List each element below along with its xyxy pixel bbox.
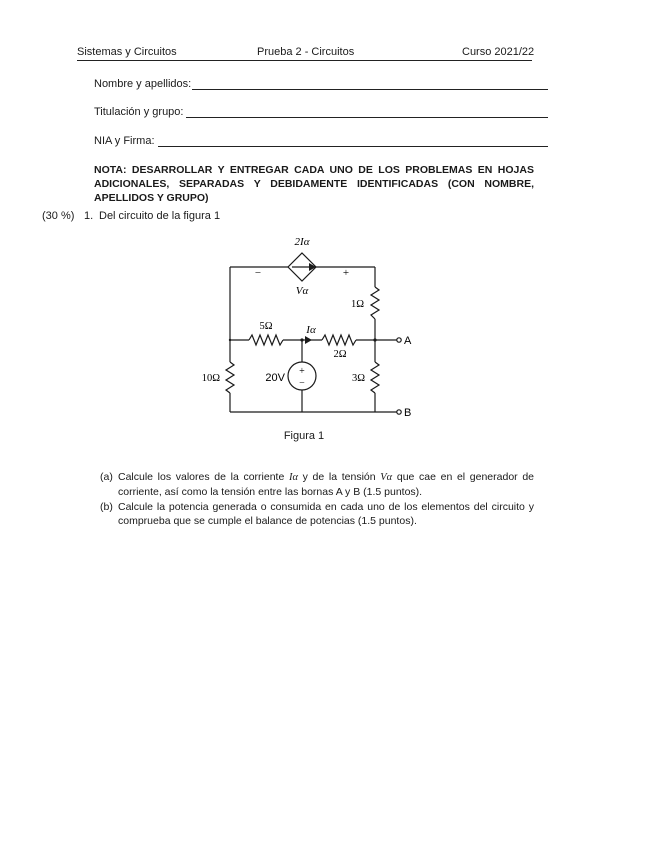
source-minus-sign: −	[254, 267, 262, 279]
question-b	[100, 500, 534, 528]
node-mid	[300, 338, 303, 341]
node-left	[229, 339, 231, 341]
header-year: Curso 2021/22	[462, 46, 535, 58]
terminal-a	[397, 338, 401, 342]
name-label: Nombre y apellidos:	[94, 78, 192, 90]
source-label: 2Iα	[294, 236, 310, 248]
node-right	[373, 338, 376, 341]
header-title: Prueba 2 - Circuitos	[257, 46, 355, 58]
vsense-label: Vα	[295, 285, 309, 297]
question-a	[100, 470, 534, 499]
current-symbol: Iα	[288, 472, 298, 483]
resistor-2ohm	[322, 335, 356, 345]
problem-number: 1.	[84, 210, 94, 222]
question-b-label: (b)	[100, 501, 113, 513]
r1-label: 1Ω	[350, 299, 364, 310]
resistor-5ohm	[249, 335, 283, 345]
r10-label: 10Ω	[201, 373, 220, 384]
instructions-note: NOTA: DESARROLLAR Y ENTREGAR CADA UNO DE LOS PROBLEMAS EN HOJAS ADICIONALES, SEPARADAS Y DEBIDAMENTE IDENTIFICADAS (CON NOMBRE, APELLIDOS Y GRUPO)	[94, 164, 534, 204]
vsrc-minus: −	[299, 378, 305, 389]
degree-label: Titulación y grupo:	[94, 106, 184, 118]
vsrc-label: 20V	[265, 372, 285, 384]
node-a-label: A	[404, 335, 412, 347]
current-arrow-head	[305, 336, 312, 344]
current-label: Iα	[306, 324, 316, 336]
r3-label: 3Ω	[351, 373, 365, 384]
figure-caption: Figura 1	[283, 430, 325, 442]
header-course: Sistemas y Circuitos	[77, 46, 177, 58]
question-b-text: Calcule la potencia generada o consumida en cada uno de los elementos del circuito y comprueba que se cumple el balance de potencias (1.5 puntos).	[118, 501, 534, 527]
problem-weight: (30 %)	[42, 210, 75, 222]
question-a-text: Calcule los valores de la corriente Iα y de la tensión Vα que cae en el generador de corriente, así como la tensión entre las bornas A y B (1.5 puntos).	[118, 471, 535, 498]
resistor-10ohm	[226, 362, 234, 393]
resistor-1ohm	[371, 287, 379, 319]
source-plus-sign: +	[342, 267, 350, 279]
r5-label: 5Ω	[259, 321, 273, 332]
nia-label: NIA y Firma:	[94, 135, 155, 147]
r2-label: 2Ω	[333, 349, 347, 360]
node-b-label: B	[404, 407, 412, 419]
problem-statement: Del circuito de la figura 1	[99, 210, 221, 222]
vsrc-plus: +	[299, 366, 305, 377]
terminal-b	[397, 410, 401, 414]
voltage-symbol: Vα	[380, 472, 393, 483]
question-a-label: (a)	[100, 471, 113, 483]
resistor-3ohm	[371, 362, 379, 393]
